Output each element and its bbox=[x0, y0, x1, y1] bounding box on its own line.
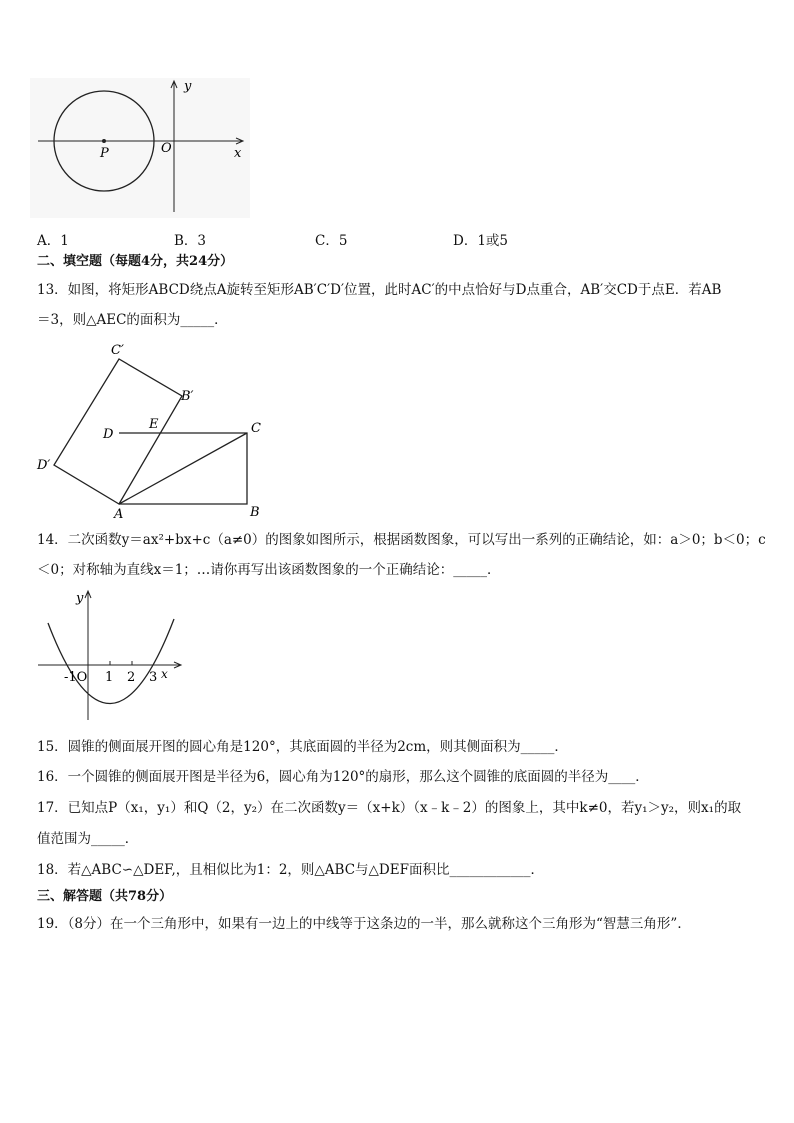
rectangle-ab-prime-c-prime-d-prime bbox=[54, 359, 182, 504]
label-o: O bbox=[161, 141, 172, 156]
label-tick-2: 2 bbox=[127, 670, 136, 685]
label-a: A bbox=[114, 507, 124, 518]
question-17-line2: 值范围为_____． bbox=[37, 831, 139, 847]
segment-ac bbox=[119, 433, 247, 504]
label-x: x bbox=[234, 146, 242, 161]
question-16: 16．一个圆锥的侧面展开图是半径为6，圆心角为120°的扇形，那么这个圆锥的底面圆的半径为____． bbox=[37, 769, 649, 785]
section-heading-fill-blank: 二、填空题（每题4分，共24分） bbox=[37, 254, 234, 269]
label-y: y bbox=[76, 591, 84, 606]
label-y: y bbox=[184, 79, 192, 94]
question-13-line2: ＝3，则△AEC的面积为_____． bbox=[37, 312, 228, 328]
section-heading-answer: 三、解答题（共78分） bbox=[37, 889, 173, 904]
label-tick-1: 1 bbox=[105, 670, 114, 685]
label-d: D bbox=[103, 427, 114, 442]
label-c-prime: C′ bbox=[111, 343, 124, 358]
option-d: D．1或5 bbox=[453, 233, 509, 249]
label-e: E bbox=[149, 417, 159, 432]
option-b: B．3 bbox=[174, 233, 207, 249]
option-a: A．1 bbox=[37, 233, 69, 249]
label-x: x bbox=[161, 667, 168, 681]
center-point bbox=[102, 139, 106, 143]
question-15: 15．圆锥的侧面展开图的圆心角是120°，其底面圆的半径为2cm，则其侧面积为_____． bbox=[37, 739, 568, 755]
option-c: C．5 bbox=[315, 233, 348, 249]
parabola-curve bbox=[48, 619, 174, 704]
label-d-prime: D′ bbox=[37, 458, 51, 473]
figure-parabola bbox=[30, 586, 190, 726]
question-19: 19．（8分）在一个三角形中，如果有一边上的中线等于这条边的一半，那么就称这个三角形为“智慧三角形”． bbox=[37, 916, 691, 932]
question-18: 18．若△ABC∽△DEF,，且相似比为1：2，则△ABC与△DEF面积比____________． bbox=[37, 862, 544, 878]
question-13-line1: 13．如图，将矩形ABCD绕点A旋转至矩形AB′C′D′位置，此时AC′的中点恰好与D点重合，AB′交CD于点E．若AB bbox=[37, 282, 722, 298]
figure-rotated-rectangle bbox=[30, 338, 280, 518]
label-tick-3: 3 bbox=[149, 670, 158, 685]
label-origin: -1O bbox=[64, 670, 88, 685]
figure-circle-axes bbox=[30, 78, 250, 218]
label-c: C bbox=[251, 421, 261, 436]
question-14-line2: ＜0；对称轴为直线x＝1；…请你再写出该函数图象的一个正确结论：_____． bbox=[37, 562, 501, 578]
question-14-line1: 14．二次函数y＝ax²+bx+c（a≠0）的图象如图所示，根据函数图象，可以写出一系列的正确结论，如：a＞0；b＜0；c bbox=[37, 532, 766, 548]
label-b: B bbox=[250, 505, 260, 518]
label-b-prime: B′ bbox=[181, 389, 194, 404]
label-p: P bbox=[100, 146, 109, 161]
question-17-line1: 17．已知点P（x₁，y₁）和Q（2，y₂）在二次函数y＝（x+k）（x﹣k﹣2）的图象上，其中k≠0，若y₁＞y₂，则x₁的取 bbox=[37, 800, 742, 816]
